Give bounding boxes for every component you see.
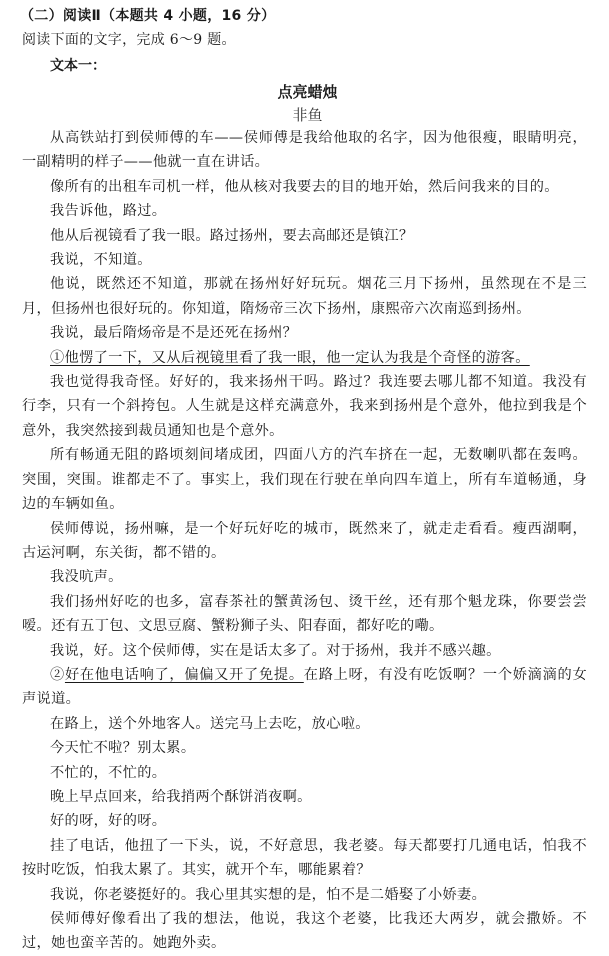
article-title: 点亮蜡烛 — [277, 83, 338, 101]
paragraph-text: 不忙的，不忙的。 — [50, 764, 167, 781]
article-paragraph — [22, 809, 587, 833]
paragraph-text: 从高铁站打到侯师傅的车——侯师傅是我给他取的名字，因为他很瘦，眼睛明亮，一副精明的样子——他就一直在讲话。 — [22, 130, 587, 171]
paragraph-text: 我说，你老婆挺好的。我心里其实想的是，怕不是二婚娶了小娇妻。 — [50, 886, 487, 903]
paragraph-text: 在路上，送个外地客人。送完马上去吃，放心啦。 — [50, 715, 370, 732]
underlined-sentence: 好在他电话响了，偏偏又开了免提。 — [64, 666, 304, 683]
instruction-text: 阅读下面的文字，完成 6～9 题。 — [22, 32, 236, 48]
paragraph-text: 我说，不知道。 — [50, 252, 152, 269]
paragraph-text: 在路上呀，有没有吃饭啊？一个娇滴滴的女声说道。 — [22, 666, 588, 708]
article-paragraph — [22, 199, 587, 223]
article-paragraph — [22, 517, 587, 566]
article-paragraph — [22, 639, 587, 663]
paragraph-text: 挂了电话，他扭了一下头，说，不好意思，我老婆。每天都要打几通电话，怕我不按时吃饭，怕我太累了。其实，就开个车，哪能累着？ — [22, 837, 587, 879]
article-paragraph — [22, 590, 587, 639]
paragraph-text: 他说，既然还不知道，那就在扬州好好玩玩。烟花三月下扬州，虽然现在不是三月，但扬州也很好玩的。你知道，隋炀帝三次下扬州，康熙帝六次南巡到扬州。 — [22, 276, 587, 317]
article-paragraph — [22, 126, 587, 175]
underlined-sentence: ①他愣了一下，又从后视镜里看了我一眼，他一定认为我是个奇怪的游客。 — [50, 349, 530, 366]
paragraph-text: 侯师傅说，扬州嘛，是一个好玩好吃的城市，既然来了，就走走看看。瘦西湖啊，古运河啊，东关街，都不错的。 — [22, 520, 587, 561]
paragraph-text: ② — [50, 666, 65, 683]
paragraph-text: 我告诉他，路过。 — [50, 203, 167, 220]
article-paragraph — [22, 883, 587, 907]
article-paragraph — [22, 565, 587, 589]
article-paragraph — [22, 321, 587, 345]
paragraph-text: 所有畅通无阻的路顷刻间堵成团，四面八方的汽车挤在一起，无数喇叭都在轰鸣。突围，突围。谁都走不了。事实上，我们现在行驶在单向四车道上，所有车道畅通，身边的车辆如鱼。 — [22, 447, 587, 513]
paragraph-text: 晚上早点回来，给我捎两个酥饼消夜啊。 — [50, 788, 312, 805]
article-paragraph — [22, 736, 587, 760]
article-paragraph — [22, 712, 587, 736]
article-paragraph — [22, 224, 587, 248]
article-author: 非鱼 — [292, 106, 323, 124]
paragraph-text: 像所有的出租车司机一样，他从核对我要去的目的地开始，然后问我来的目的。 — [50, 178, 559, 195]
paragraph-text: 他从后视镜看了我一眼。路过扬州，要去高邮还是镇江？ — [50, 227, 414, 244]
text-label: 文本一： — [50, 58, 106, 74]
article-paragraph — [22, 346, 587, 370]
article-paragraph — [22, 834, 587, 883]
paragraph-text: 我们扬州好吃的也多，富春茶社的蟹黄汤包、烫干丝，还有那个魁龙珠，你要尝尝嗳。还有五丁包、文思豆腐、蟹粉狮子头、阳春面，都好吃的嘞。 — [22, 593, 587, 635]
paragraph-text: 侯师傅好像看出了我的想法，他说，我这个老婆，比我还大两岁，就会撒娇。不过，她也蛮辛苦的。她跑外卖。 — [22, 911, 587, 952]
paragraph-text: 好的呀，好的呀。 — [50, 813, 167, 830]
article-paragraph — [22, 443, 587, 516]
section-heading: （二）阅读Ⅱ（本题共 4 小题，16 分） — [20, 8, 276, 24]
article-paragraph — [22, 785, 587, 809]
article-paragraph — [22, 272, 587, 321]
paragraph-text: 今天忙不啦？别太累。 — [50, 740, 196, 757]
paragraph-text: 我说，好。这个侯师傅，实在是话太多了。对于扬州，我并不感兴趣。 — [50, 642, 501, 659]
paragraph-text: 我也觉得我奇怪。好好的，我来扬州干吗。路过？我连要去哪儿都不知道。我没有行李，只有一个斜挎包。人生就是这样充满意外，我来到扬州是个意外，他拉到我是个意外，我突然接到裁员通知也是个意外。 — [22, 374, 587, 439]
article-paragraph — [22, 248, 587, 272]
article-paragraph — [22, 761, 587, 785]
article-paragraph — [22, 175, 587, 199]
article-paragraph — [22, 663, 587, 712]
article-paragraph — [22, 370, 587, 443]
article-paragraph — [22, 907, 587, 956]
article-body — [22, 126, 587, 956]
paragraph-text: 我没吭声。 — [50, 569, 123, 586]
paragraph-text: 我说，最后隋炀帝是不是还死在扬州？ — [50, 325, 298, 342]
